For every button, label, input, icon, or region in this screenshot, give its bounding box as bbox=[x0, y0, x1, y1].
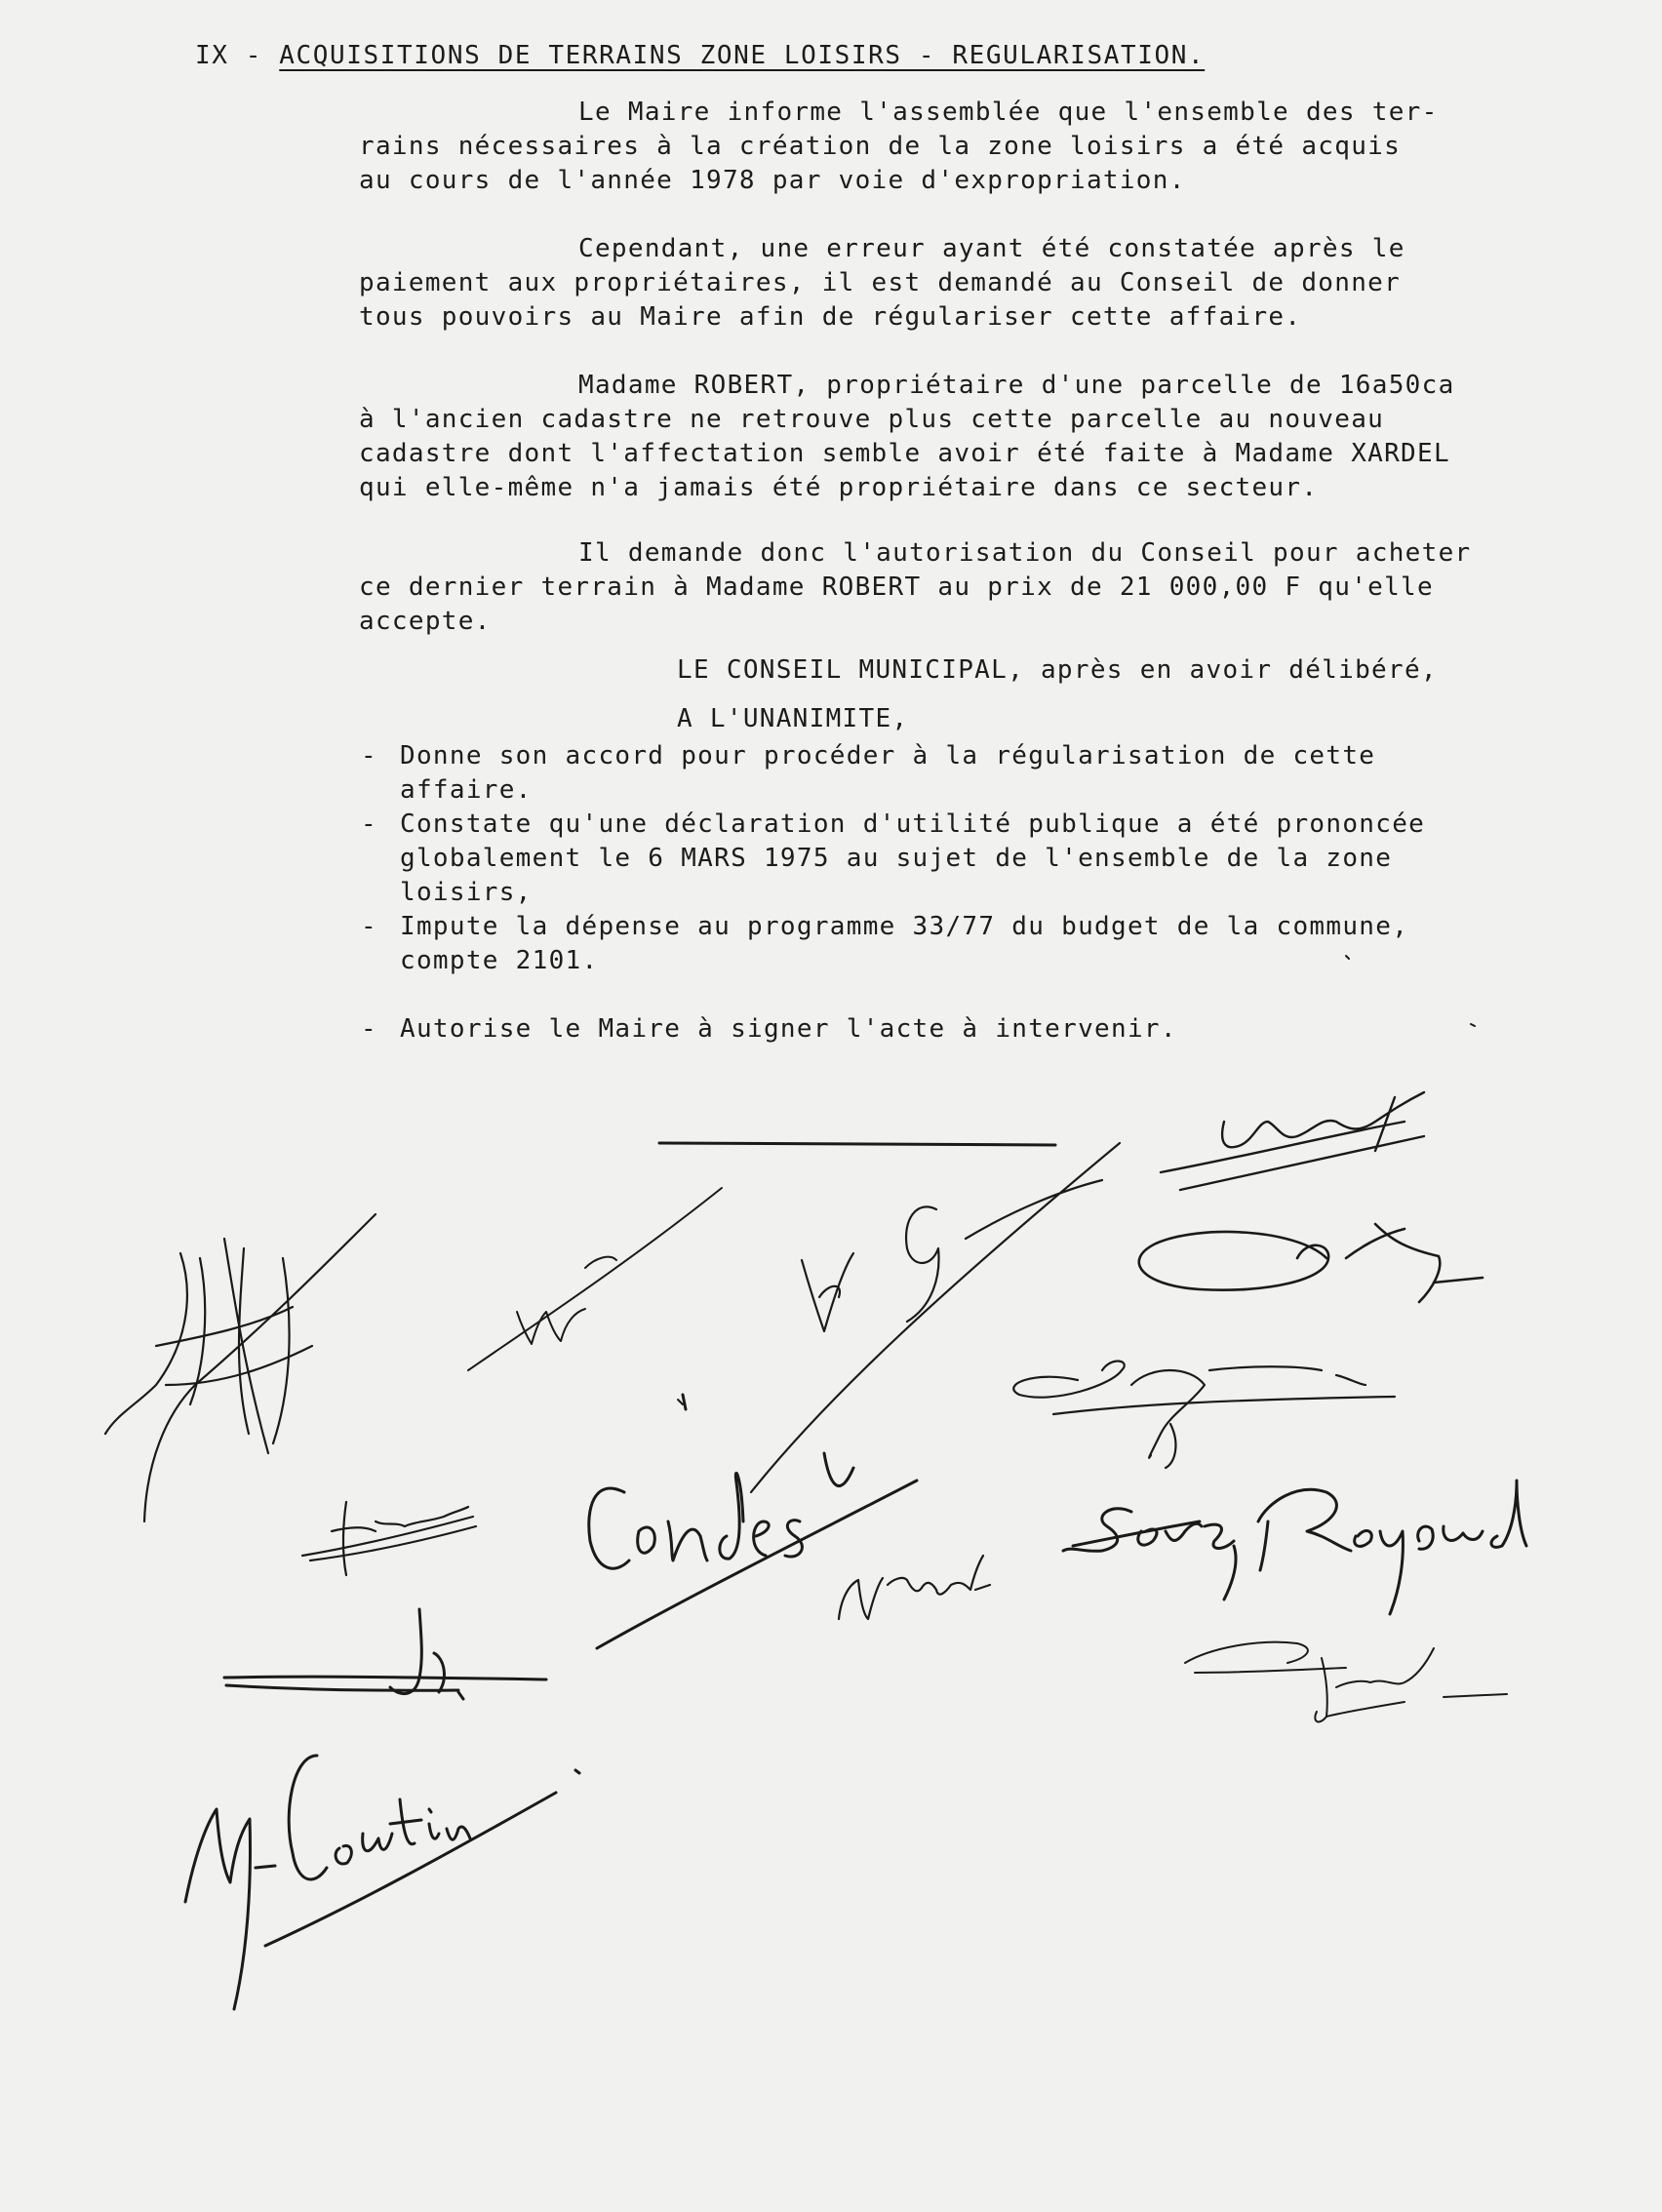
signature-8 bbox=[302, 1502, 476, 1575]
signature-10 bbox=[1063, 1509, 1236, 1600]
council-intro: LE CONSEIL MUNICIPAL, après en avoir délibéré, bbox=[677, 655, 1438, 685]
signature-2 bbox=[468, 1188, 722, 1370]
paragraph-line: tous pouvoirs au Maire afin de régulariser cette affaire. bbox=[359, 302, 1302, 332]
section-title: ACQUISITIONS DE TERRAINS ZONE LOISIRS - REGULARISATION. bbox=[279, 41, 1206, 70]
paragraph-line: qui elle-même n'a jamais été propriétaire dans ce secteur. bbox=[359, 473, 1319, 502]
paragraph-line: à l'ancien cadastre ne retrouve plus cette parcelle au nouveau bbox=[359, 405, 1385, 434]
item-dash: - bbox=[361, 1014, 377, 1044]
item-line: Constate qu'une déclaration d'utilité publique a été prononcée bbox=[400, 810, 1426, 839]
signature-11 bbox=[1258, 1481, 1526, 1614]
signature-1 bbox=[105, 1214, 376, 1521]
paragraph-line: Le Maire informe l'assemblée que l'ensemble des ter- bbox=[578, 98, 1439, 127]
decision-item bbox=[361, 739, 1425, 808]
paragraph-line: Madame ROBERT, propriétaire d'une parcelle de 16a50ca bbox=[578, 371, 1455, 400]
decision-items bbox=[361, 739, 1425, 1047]
signature-9 bbox=[839, 1556, 990, 1619]
paragraph-line: Cependant, une erreur ayant été constatée après le bbox=[578, 234, 1405, 263]
section-heading bbox=[195, 41, 1205, 70]
paragraph-line: rains nécessaires à la création de la zone loisirs a été acquis bbox=[359, 132, 1402, 161]
paragraph-2 bbox=[359, 232, 1598, 335]
item-line: Impute la dépense au programme 33/77 du budget de la commune, bbox=[400, 912, 1409, 941]
item-dash: - bbox=[361, 912, 377, 941]
item-dash: - bbox=[361, 810, 377, 839]
paragraph-line: paiement aux propriétaires, il est demandé au Conseil de donner bbox=[359, 268, 1402, 297]
item-dash: - bbox=[361, 741, 377, 770]
signature-14 bbox=[185, 1756, 579, 2009]
item-line: Donne son accord pour procéder à la régularisation de cette bbox=[400, 741, 1376, 770]
signature-4 bbox=[1161, 1092, 1424, 1190]
paragraph-1 bbox=[359, 96, 1598, 198]
paragraph-line: Il demande donc l'autorisation du Conseil pour acheter bbox=[578, 538, 1472, 568]
paragraph-line: accepte. bbox=[359, 607, 492, 636]
item-line: loisirs, bbox=[400, 878, 533, 907]
paragraph-3 bbox=[359, 369, 1598, 505]
item-line: Autorise le Maire à signer l'acte à intervenir. bbox=[400, 1014, 1177, 1044]
decision-item bbox=[361, 910, 1425, 978]
paragraph-line: cadastre dont l'affectation semble avoir été faite à Madame XARDEL bbox=[359, 439, 1450, 468]
signature-6 bbox=[1013, 1362, 1395, 1468]
signature-12 bbox=[224, 1609, 546, 1699]
signature-13 bbox=[1185, 1642, 1507, 1722]
vote-result: A L'UNANIMITE, bbox=[677, 704, 909, 733]
item-line: affaire. bbox=[400, 775, 533, 805]
section-number: IX - bbox=[195, 41, 280, 70]
paragraph-line: ce dernier terrain à Madame ROBERT au prix de 21 000,00 F qu'elle bbox=[359, 573, 1434, 602]
item-line: globalement le 6 MARS 1975 au sujet de l'ensemble de la zone bbox=[400, 844, 1393, 873]
signature-7 bbox=[589, 1395, 917, 1648]
paragraph-line: au cours de l'année 1978 par voie d'expropriation. bbox=[359, 166, 1186, 195]
item-line: compte 2101. bbox=[400, 946, 599, 975]
paragraph-4 bbox=[359, 536, 1598, 639]
decision-item bbox=[361, 1012, 1425, 1047]
signature-5 bbox=[1139, 1224, 1483, 1302]
signature-rule bbox=[659, 1143, 1055, 1145]
decision-item bbox=[361, 808, 1425, 910]
signature-3 bbox=[751, 1143, 1120, 1492]
